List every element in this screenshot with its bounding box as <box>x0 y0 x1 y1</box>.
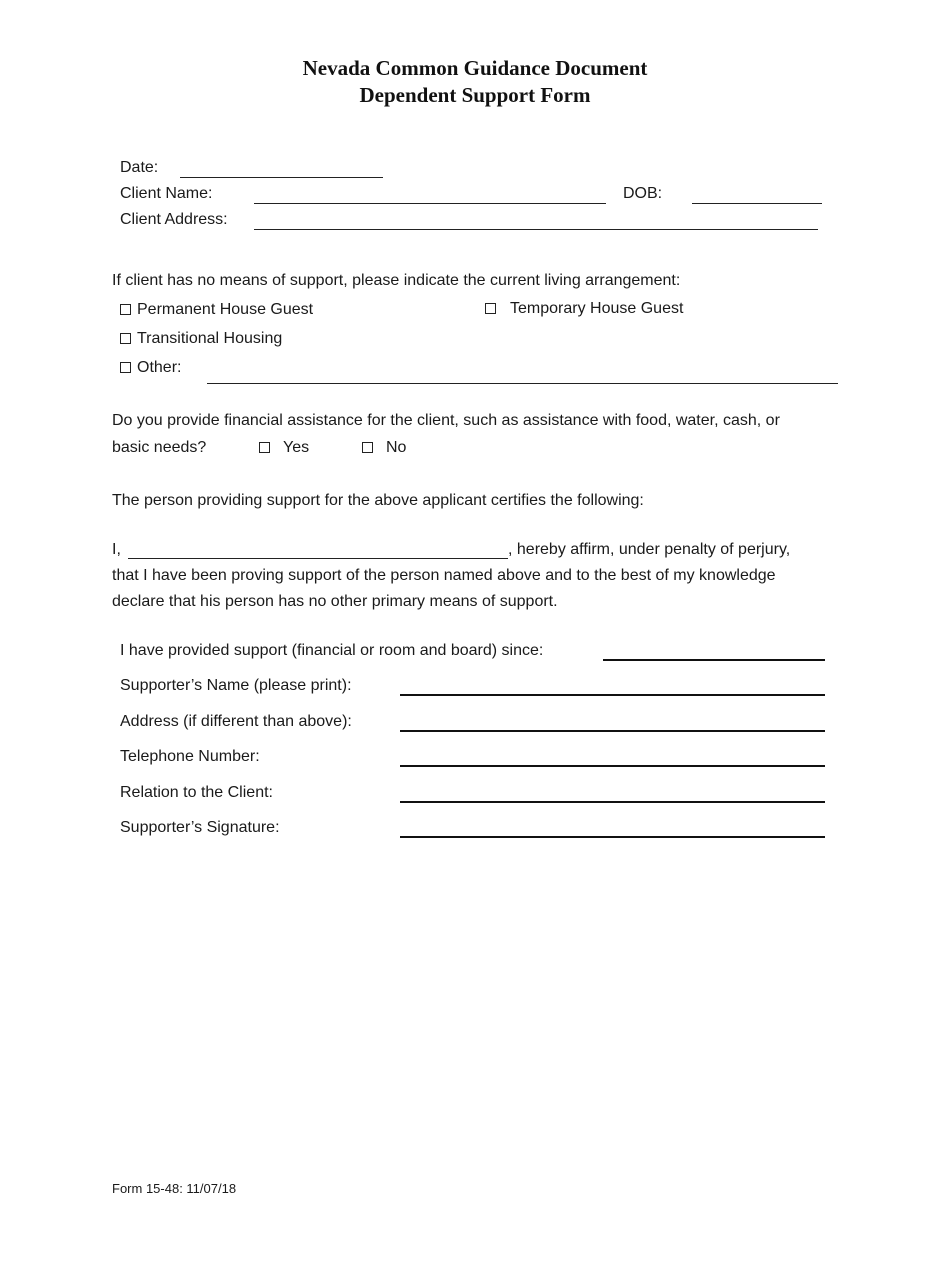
option-temporary-house-guest[interactable] <box>485 300 683 318</box>
signature-label: Supporter’s Signature: <box>120 819 280 836</box>
permanent-label: Permanent House Guest <box>137 301 314 318</box>
option-transitional-housing[interactable] <box>120 330 282 348</box>
client-address-field[interactable] <box>254 229 818 230</box>
option-yes[interactable] <box>259 439 309 457</box>
form-id-footer: Form 15-48: 11/07/18 <box>112 1181 237 1196</box>
page-subtitle: Dependent Support Form <box>359 83 591 107</box>
affirm-suffix: , hereby affirm, under penalty of perjury, <box>508 541 791 558</box>
living-arrangement-question: If client has no means of support, please indicate the current living arrangement: <box>112 272 681 289</box>
supporter-name-field[interactable] <box>400 694 825 696</box>
client-name-label: Client Name: <box>120 185 213 202</box>
no-label: No <box>386 439 407 456</box>
affirm-name-field[interactable] <box>128 558 508 559</box>
dob-label: DOB: <box>623 185 663 202</box>
other-field[interactable] <box>207 383 838 384</box>
telephone-label: Telephone Number: <box>120 748 260 765</box>
checkbox-yes[interactable] <box>259 442 270 453</box>
page-title: Nevada Common Guidance Document <box>302 56 648 80</box>
checkbox-temporary[interactable] <box>485 303 496 314</box>
checkbox-transitional[interactable] <box>120 333 131 344</box>
date-label: Date: <box>120 159 159 176</box>
checkbox-permanent[interactable] <box>120 304 131 315</box>
signature-field[interactable] <box>400 836 825 838</box>
telephone-field[interactable] <box>400 765 825 767</box>
dob-field[interactable] <box>692 203 822 204</box>
option-no[interactable] <box>362 439 406 457</box>
relation-field[interactable] <box>400 801 825 803</box>
option-other[interactable] <box>120 359 181 377</box>
supporter-address-label: Address (if different than above): <box>120 713 352 730</box>
support-since-label: I have provided support (financial or room and board) since: <box>120 642 544 659</box>
financial-question-line1: Do you provide financial assistance for the client, such as assistance with food, water, cash, or <box>112 412 780 429</box>
date-field[interactable] <box>180 177 383 178</box>
certification-intro: The person providing support for the above applicant certifies the following: <box>112 492 644 509</box>
temporary-label: Temporary House Guest <box>510 300 684 317</box>
certification-line2: that I have been proving support of the person named above and to the best of my knowledge <box>112 567 776 584</box>
checkbox-no[interactable] <box>362 442 373 453</box>
financial-question-line2: basic needs? <box>112 439 207 456</box>
supporter-address-field[interactable] <box>400 730 825 732</box>
affirm-prefix: I, <box>112 541 121 558</box>
option-permanent-house-guest[interactable] <box>120 301 313 319</box>
client-address-label: Client Address: <box>120 211 228 228</box>
certification-line3: declare that his person has no other primary means of support. <box>112 593 558 610</box>
transitional-label: Transitional Housing <box>137 330 283 347</box>
client-name-field[interactable] <box>254 203 606 204</box>
checkbox-other[interactable] <box>120 362 131 373</box>
yes-label: Yes <box>283 439 310 456</box>
support-since-field[interactable] <box>603 659 825 661</box>
relation-label: Relation to the Client: <box>120 784 273 801</box>
other-label: Other: <box>137 359 182 376</box>
supporter-name-label: Supporter’s Name (please print): <box>120 677 352 694</box>
